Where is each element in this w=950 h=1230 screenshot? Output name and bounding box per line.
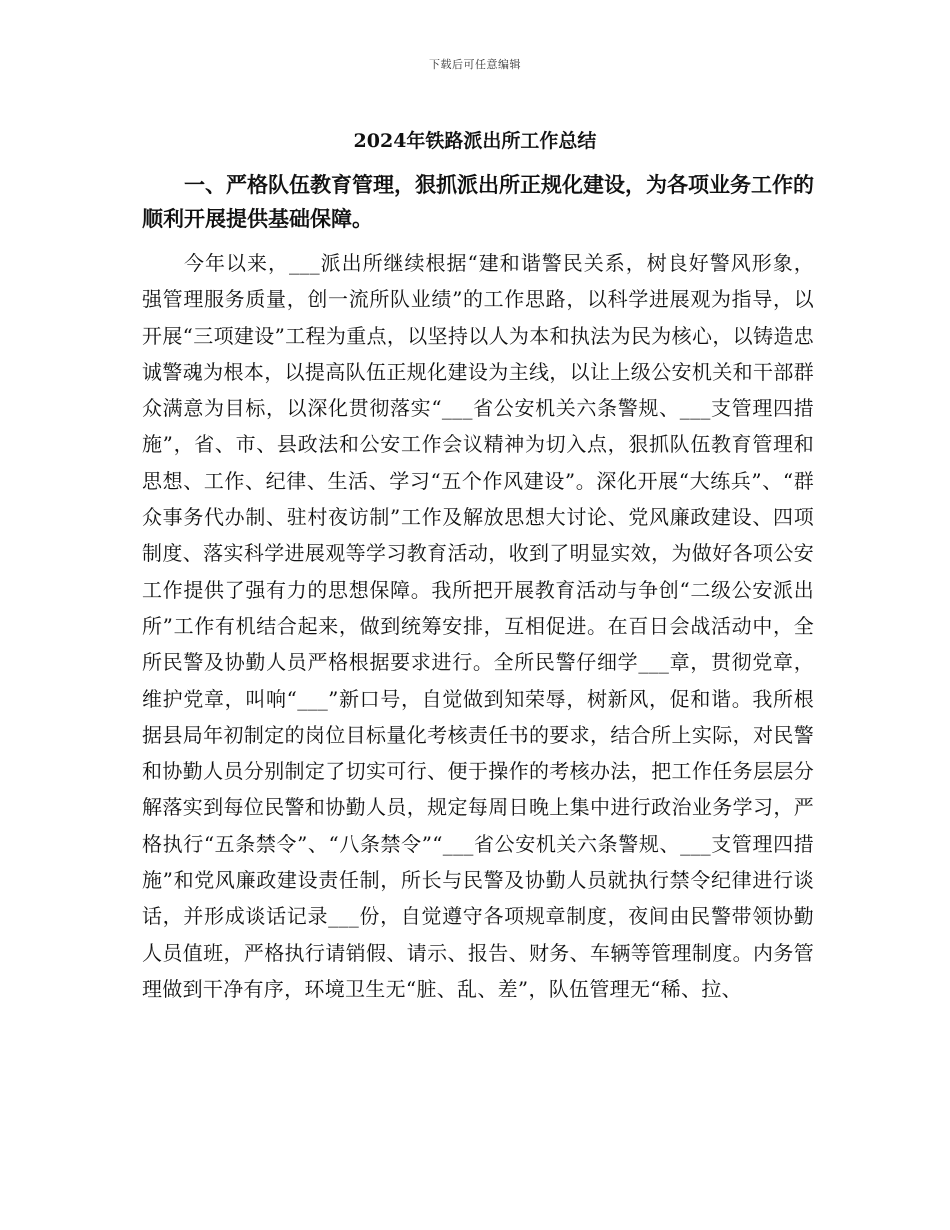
- body-paragraph: 今年以来，___派出所继续根据“建和谐警民关系，树良好警风形象，强管理服务质量，创一流所队业绩”的工作思路，以科学进展观为指导，以开展“三项建设”工程为重点，以坚持以人为本和执法为民为核心，以铸造忠诚警魂为根本，以提高队伍正规化建设为主线，以让上级公安机关和干部群众满意为目标，以深化贯彻落实“___省公安机关六条警规、___支管理四措施”，省、市、县政法和公安工作会议精神为切入点，狠抓队伍教育管理和思想、工作、纪律、生活、学习“五个作风建设”。深化开展“大练兵”、“群众事务代办制、驻村夜访制”工作及解放思想大讨论、党风廉政建设、四项制度、落实科学进展观等学习教育活动，收到了明显实效，为做好各项公安工作提供了强有力的思想保障。我所把开展教育活动与争创“二级公安派出所”工作有机结合起来，做到统筹安排，互相促进。在百日会战活动中，全所民警及协勤人员严格根据要求进行。全所民警仔细学___章，贯彻党章，维护党章，叫响“___”新口号，自觉做到知荣辱，树新风，促和谐。我所根据县局年初制定的岗位目标量化考核责任书的要求，结合所上实际，对民警和协勤人员分别制定了切实可行、便于操作的考核办法，把工作任务层层分解落实到每位民警和协勤人员，规定每周日晚上集中进行政治业务学习，严格执行“五条禁令”、“八条禁令”“___省公安机关六条警规、___支管理四措施”和党风廉政建设责任制，所长与民警及协勤人员就执行禁令纪律进行谈话，并形成谈话记录___份，自觉遵守各项规章制度，夜间由民警带领协勤人员值班，严格执行请销假、请示、报告、财务、车辆等管理制度。内务管理做到干净有序，环境卫生无“脏、乱、差”，队伍管理无“稀、拉、: [142, 251, 814, 1001]
- document-title: 2024年铁路派出所工作总结: [353, 130, 597, 152]
- header-note: 下载后可任意编辑: [429, 58, 521, 71]
- section-heading: 一、严格队伍教育管理，狠抓派出所正规化建设，为各项业务工作的顺利开展提供基础保障。: [142, 172, 814, 231]
